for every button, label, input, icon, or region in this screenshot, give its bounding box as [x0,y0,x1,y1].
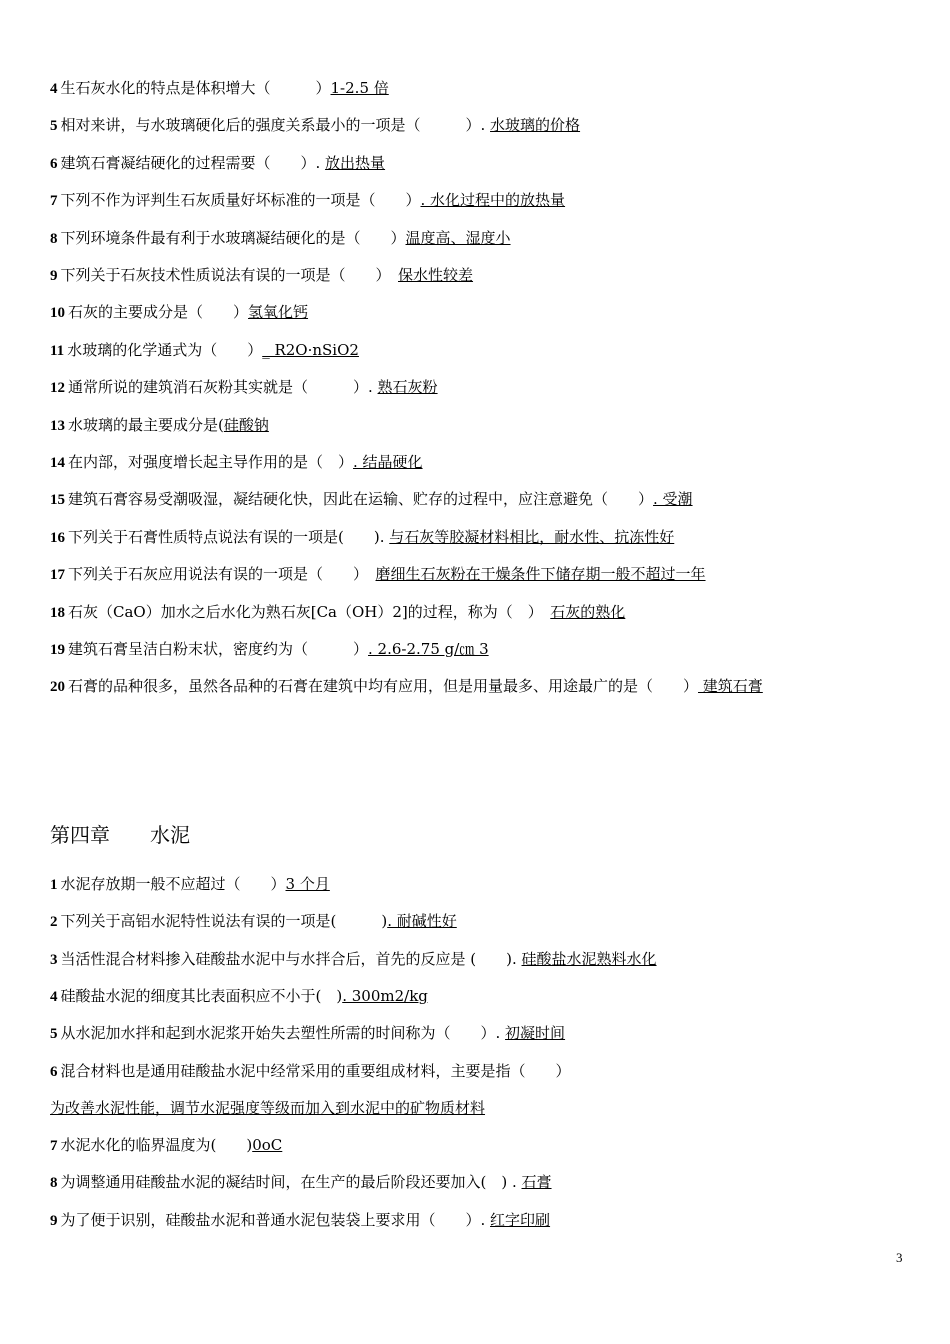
question-number: 9 [50,268,58,284]
question-number: 7 [50,193,58,210]
question-item [50,415,910,436]
answer-text: 水玻璃的价格 [490,116,581,135]
question-item [50,452,910,473]
question-number: 1 [50,877,58,893]
question-text: 混合材料也是通用硅酸盐水泥中经常采用的重要组成材料，主要是指（ ） [60,1061,571,1080]
question-item [50,1172,910,1193]
question-item [50,228,910,249]
question-text: 下列关于石灰应用说法有误的一项是（ ） [68,565,376,584]
question-number: 5 [50,118,58,135]
question-text: 水泥水化的临界温度为( ) [60,1136,253,1155]
question-text: 水泥存放期一般不应超过（ ） [60,875,286,893]
question-item [50,302,910,323]
question-text: 通常所说的建筑消石灰粉其实就是（ ）. [68,378,378,397]
question-item [50,1098,910,1118]
question-item [50,489,910,510]
question-item [50,78,910,99]
question-item [50,874,910,895]
answer-text: . 受潮 [653,490,693,509]
question-item [50,986,910,1007]
question-text: 下列环境条件最有利于水玻璃凝结硬化的是（ ） [60,228,406,247]
question-item [50,911,910,932]
question-text: 为调整通用硅酸盐水泥的凝结时间，在生产的最后阶段还要加入( ) . [60,1173,522,1192]
question-text: 水玻璃的化学通式为（ ） [67,340,263,359]
question-text: 下列关于高铝水泥特性说法有误的一项是( ) [60,912,388,931]
question-item [50,1210,910,1231]
question-item [50,676,910,697]
question-item [50,190,910,211]
answer-text: 硅酸盐水泥熟料水化 [521,949,657,968]
answer-text: 初凝时间 [505,1024,566,1043]
answer-text: 1-2.5 倍 [330,79,389,97]
question-item [50,564,910,585]
question-number: 9 [50,1212,58,1229]
question-item [50,1135,910,1156]
answer-text: 放出热量 [325,153,386,172]
question-item [50,639,910,660]
question-number: 18 [50,604,65,621]
answer-text: 与石灰等胶凝材料相比，耐水性、抗冻性好 [389,527,675,546]
question-item [50,602,910,623]
answer-text: 硅酸钠 [223,415,269,434]
answer-text: 建筑石膏 [698,677,763,696]
answer-text: 石灰的熟化 [550,602,626,621]
question-text: 水玻璃的最主要成分是( [68,415,224,434]
answer-text: . 300m2/kg [342,986,428,1005]
question-number: 7 [50,1138,58,1155]
question-number: 8 [50,230,58,247]
question-item [50,1023,910,1044]
question-number: 19 [50,642,65,658]
answer-text: 石膏 [521,1173,552,1192]
chapter-heading: 第四章 水泥 [50,823,190,847]
answer-text: . 耐碱性好 [387,912,457,931]
question-text: 建筑石膏呈洁白粉末状，密度约为（ ） [68,640,369,658]
question-text: 从水泥加水拌和起到水泥浆开始失去塑性所需的时间称为（ ）. [60,1024,506,1043]
question-number: 6 [50,1063,58,1080]
answer-text: 氢氧化钙 [248,303,309,322]
question-number: 13 [50,417,65,434]
question-number: 15 [50,492,65,509]
question-number: 17 [50,567,65,584]
answer-text: 为改善水泥性能，调节水泥强度等级而加入到水泥中的矿物质材料 [50,1098,486,1117]
question-item [50,115,910,136]
question-text: 建筑石膏容易受潮吸湿，凝结硬化快，因此在运输、贮存的过程中，应注意避免（ ） [68,490,654,509]
answer-text: 红字印刷 [490,1210,551,1229]
question-text: 为了便于识别，硅酸盐水泥和普通水泥包装袋上要求用（ ）. [60,1210,491,1229]
question-item [50,527,910,548]
question-item [50,153,910,174]
answer-text: 0oC [252,1136,283,1155]
answer-text: 熟石灰粉 [377,378,438,397]
answer-text: 3 个月 [285,875,330,893]
question-number: 4 [50,988,58,1005]
question-text: 石灰（CaO）加水之后水化为熟石灰[Ca（OH）2]的过程，称为（ ） [68,602,551,621]
question-number: 5 [50,1026,58,1043]
question-text: 相对来讲，与水玻璃硬化后的强度关系最小的一项是（ ）. [60,116,491,135]
question-number: 3 [50,951,58,968]
question-number: 20 [50,679,65,696]
answer-text: _ R2O·nSiO2 [262,340,359,359]
question-number: 12 [50,380,65,397]
question-text: 石膏的品种很多，虽然各品种的石膏在建筑中均有应用，但是用量最多、用途最广的是（ ） [68,677,699,696]
answer-text: . 水化过程中的放热量 [420,191,566,210]
question-number: 8 [50,1175,58,1192]
question-text: 当活性混合材料掺入硅酸盐水泥中与水拌合后，首先的反应是 ( ). [60,949,522,968]
answer-text: 保水性较差 [398,266,474,284]
question-item [50,340,910,361]
answer-text: . 2.6-2.75 g/㎝ 3 [368,640,489,658]
question-text: 下列关于石膏性质特点说法有误的一项是( ). [68,527,390,546]
question-number: 16 [50,529,65,546]
answer-text: . 结晶硬化 [353,453,423,471]
question-number: 4 [50,81,58,97]
answer-text: 温度高、湿度小 [405,228,511,247]
question-number: 14 [50,455,65,471]
question-number: 2 [50,914,58,931]
question-text: 硅酸盐水泥的细度其比表面积应不小于( ) [60,986,343,1005]
question-text: 在内部，对强度增长起主导作用的是（ ） [68,453,354,471]
question-number: 11 [50,342,65,359]
question-text: 下列关于石灰技术性质说法有误的一项是（ ） [60,266,399,284]
question-number: 6 [50,155,58,172]
question-item [50,1061,910,1082]
question-text: 石灰的主要成分是（ ） [68,303,249,322]
question-item [50,265,910,286]
answer-text: 磨细生石灰粉在干燥条件下储存期一般不超过一年 [375,565,706,584]
question-text: 生石灰水化的特点是体积增大（ ） [60,79,331,97]
question-text: 下列不作为评判生石灰质量好坏标准的一项是（ ） [60,191,421,210]
page-number: 3 [896,1250,903,1265]
question-number: 10 [50,305,65,322]
question-text: 建筑石膏凝结硬化的过程需要（ ）. [60,153,326,172]
question-item [50,949,910,970]
question-item [50,377,910,398]
